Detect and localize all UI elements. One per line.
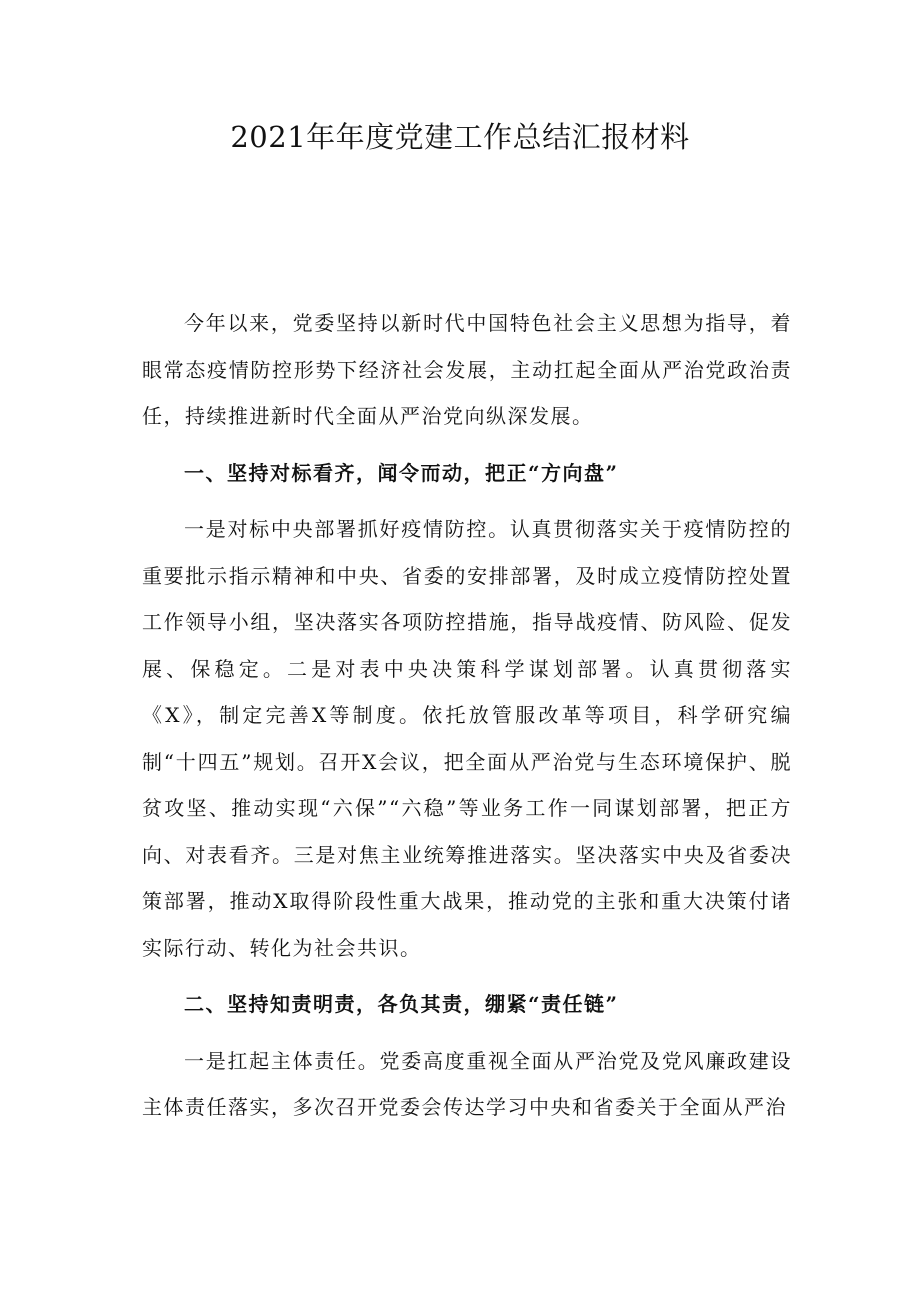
- section-2-body: 一是扛起主体责任。党委高度重视全面从严治党及党风廉政建设主体责任落实，多次召开党委会传达学习中央和省委关于全面从严治: [142, 1048, 792, 1119]
- section-2-heading: 二、坚持知责明责，各负其责，绷紧“责任链”: [184, 992, 619, 1016]
- document-body: [142, 300, 792, 1131]
- section-1-heading: 一、坚持对标看齐，闻令而动，把正“方向盘”: [184, 460, 619, 485]
- section-1-body: 一是对标中央部署抓好疫情防控。认真贯彻落实关于疫情防控的重要批示指示精神和中央、省委的安排部署，及时成立疫情防控处置工作领导小组，坚决落实各项防控措施，指导战疫情、防风险、促发展、保稳定。二是对表中央决策科学谋划部署。认真贯彻落实《X》，制定完善X等制度。依托放管服改革等项目，科学研究编制“十四五”规划。召开X会议，把全面从严治党与生态环境保护、脱贫攻坚、推动实现“六保”“六稳”等业务工作一同谋划部署，把正方向、对表看齐。三是对焦主业统筹推进落实。坚决落实中央及省委决策部署，推动X取得阶段性重大战果，推动党的主张和重大决策付诸实际行动、转化为社会共识。: [142, 517, 792, 960]
- document-title: 2021年年度党建工作总结汇报材料: [230, 120, 690, 154]
- intro-paragraph: 今年以来，党委坚持以新时代中国特色社会主义思想为指导，着眼常态疫情防控形势下经济社会发展，主动扛起全面从严治党政治责任，持续推进新时代全面从严治党向纵深发展。: [142, 311, 792, 428]
